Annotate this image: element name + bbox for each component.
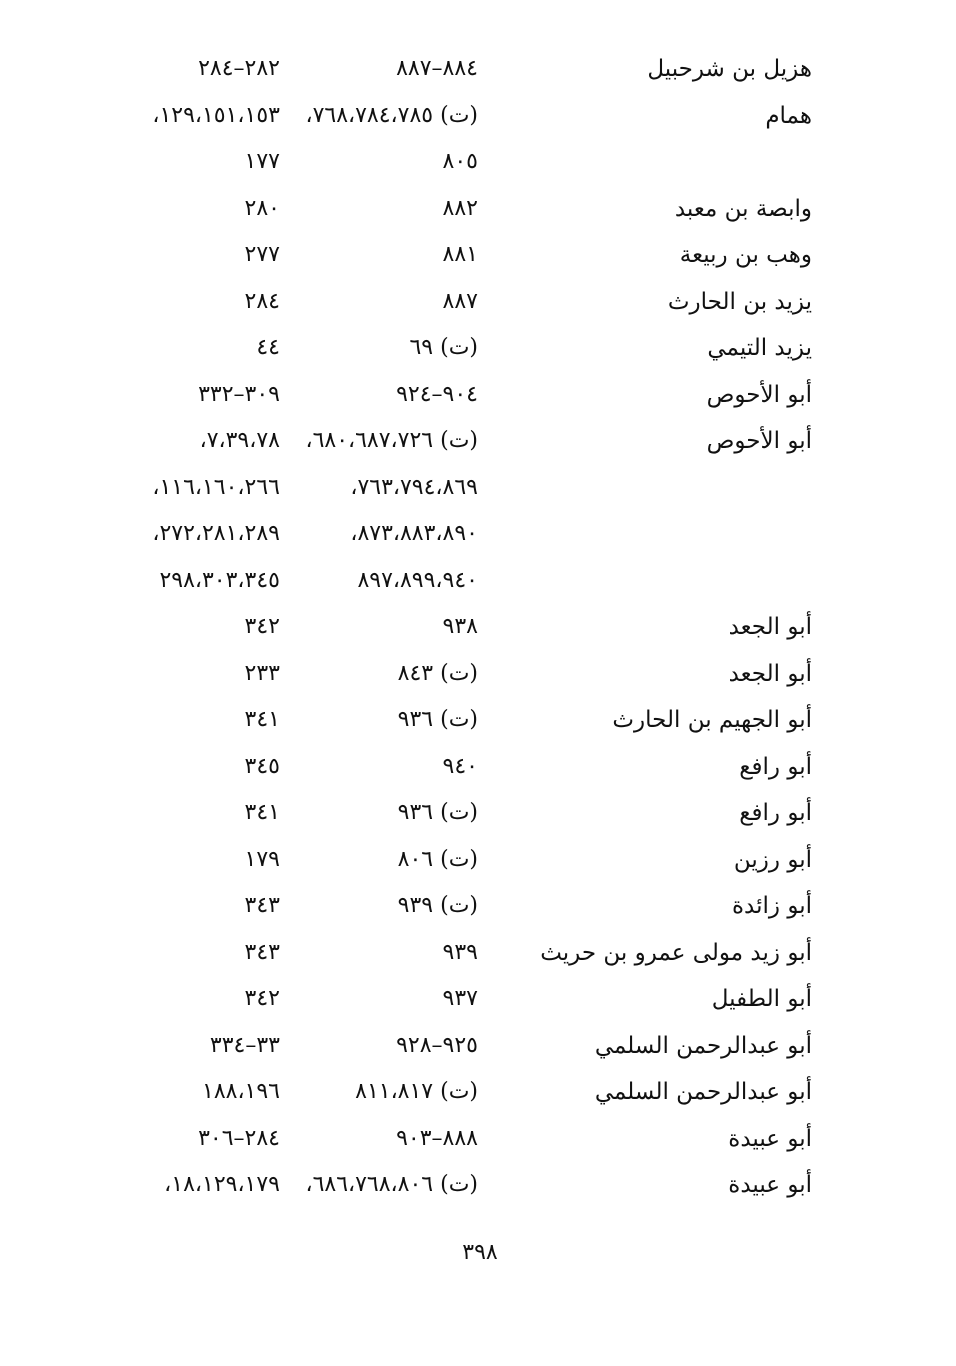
entry-ref-a: ٩٣٩ [442,939,478,965]
entry-name: أبو زائدة [731,893,812,919]
entry-ref-a: ٩٤٠ [442,753,478,779]
entry-name: هزيل بن شرحبيل [647,56,812,82]
entry-ref-a: ٨٨٤–٨٨٧ [396,56,478,81]
entry-ref-b: ٣٤٢ [244,986,280,1011]
entry-ref-a: ٧٦٣،٧٩٤،٨٦٩، [350,474,478,500]
entry-ref-a: ٨٨١ [442,242,478,267]
entry-ref-a: (ت) ٨١١،٨١٧ [355,1079,478,1104]
entry-name: أبو الأحوص [706,381,812,408]
entry-ref-a: ٨٩٧،٨٩٩،٩٤٠ [357,567,478,593]
entry-ref-b: ٢٧٧ [244,242,280,267]
entry-ref-b: ٢٧٢،٢٨١،٢٨٩، [152,521,280,546]
entry-ref-b: ٣٣–٣٣٤ [209,1032,280,1058]
index-row [0,1025,956,1072]
entry-ref-b: ٧،٣٩،٧٨، [199,428,280,453]
entry-ref-b: ٣٤٢ [244,614,280,639]
index-row [0,606,956,653]
index-list [0,48,956,1211]
entry-ref-a: (ت) ٦٩ [409,335,478,360]
entry-ref-a: (ت) ٩٣٩ [397,893,478,918]
index-row [0,932,956,979]
index-row [0,839,956,886]
entry-ref-b: ٣٤١ [244,800,280,825]
entry-name: أبو الجعد [728,614,812,640]
index-row [0,467,956,514]
entry-ref-b: ٣٤٥ [244,753,280,779]
index-row [0,327,956,374]
index-row [0,1118,956,1165]
index-row [0,141,956,188]
index-row [0,188,956,235]
index-row [0,978,956,1025]
entry-ref-b: ٣٤١ [244,707,280,732]
index-row [0,653,956,700]
entry-ref-a: ٩٣٨ [442,614,478,639]
entry-ref-a: ٩٣٧ [442,986,478,1011]
entry-ref-b: ١٨٨،١٩٦ [202,1079,280,1104]
entry-ref-b: ٢٨٢–٢٨٤ [198,56,280,81]
entry-ref-a: (ت) ٩٣٦ [397,707,478,732]
entry-ref-b: ٣٠٩–٣٣٢ [198,381,280,407]
entry-ref-a: ٨٧٣،٨٨٣،٨٩٠، [350,521,478,546]
entry-ref-b: ١٧٩ [244,846,280,872]
index-row [0,95,956,142]
entry-ref-b: ١٧٧ [244,149,280,174]
entry-ref-b: ٢٨٤ [244,288,280,314]
entry-ref-a: (ت) ٨٠٦ [397,846,478,872]
entry-ref-b: ٢٨٠ [244,195,280,221]
index-row [0,48,956,95]
entry-name: أبو الجهيم بن الحارث [612,707,812,733]
entry-ref-a: (ت) ٦٨٦،٧٦٨،٨٠٦، [305,1172,478,1197]
entry-name: أبو الجعد [728,660,812,687]
entry-name: أبو عبيدة [728,1172,812,1198]
entry-ref-b: ٣٤٣ [244,939,280,965]
entry-ref-a: ٩٠٤–٩٢٤ [396,381,478,407]
index-row [0,374,956,421]
entry-ref-a: ٨٨٨–٩٠٣ [396,1125,478,1151]
entry-name: يزيد بن الحارث [667,288,812,315]
page-number: ٣٩٨ [462,1240,498,1265]
entry-name: أبو زيد مولى عمرو بن حريث [540,939,812,966]
entry-ref-a: (ت) ٩٣٦ [397,800,478,825]
entry-name: أبو رافع [739,800,812,826]
entry-ref-a: (ت) ٨٤٣ [397,660,478,686]
index-row [0,560,956,607]
index-row [0,1071,956,1118]
entry-ref-a: ٨٠٥ [442,149,478,174]
index-row [0,792,956,839]
index-row [0,513,956,560]
index-row [0,885,956,932]
entry-ref-b: ١١٦،١٦٠،٢٦٦، [152,474,280,500]
entry-ref-b: ١٨،١٢٩،١٧٩، [164,1172,280,1197]
entry-ref-a: ٨٨٧ [442,288,478,314]
index-row [0,746,956,793]
entry-ref-b: ٢٨٤–٣٠٦ [198,1125,280,1151]
index-row [0,1164,956,1211]
entry-name: أبو عبدالرحمن السلمي [594,1079,812,1105]
entry-name: وابصة بن معبد [674,195,812,222]
entry-name: أبو عبدالرحمن السلمي [594,1032,812,1059]
entry-name: أبو عبيدة [728,1125,812,1152]
entry-name: همام [765,102,812,129]
entry-name: أبو الأحوص [706,428,812,454]
entry-name: يزيد التيمي [707,335,812,361]
entry-name: أبو الطفيل [711,986,812,1012]
entry-ref-b: ٣٤٣ [244,893,280,918]
index-row [0,699,956,746]
entry-ref-a: (ت) ٧٦٨،٧٨٤،٧٨٥، [305,102,478,128]
entry-ref-a: ٨٨٢ [442,195,478,221]
index-row [0,281,956,328]
entry-name: أبو رافع [739,753,812,780]
entry-name: وهب بن ربيعة [679,242,812,268]
index-row [0,420,956,467]
entry-ref-b: ٢٣٣ [244,660,280,686]
entry-name: أبو رزين [733,846,812,873]
entry-ref-b: ١٢٩،١٥١،١٥٣، [152,102,280,128]
entry-ref-a: ٩٢٥–٩٢٨ [396,1032,478,1058]
entry-ref-b: ٤٤ [256,335,280,360]
index-row [0,234,956,281]
entry-ref-a: (ت) ٦٨٠،٦٨٧،٧٢٦، [305,428,478,453]
entry-ref-b: ٢٩٨،٣٠٣،٣٤٥ [159,567,280,593]
page-number-footer [0,1240,956,1265]
